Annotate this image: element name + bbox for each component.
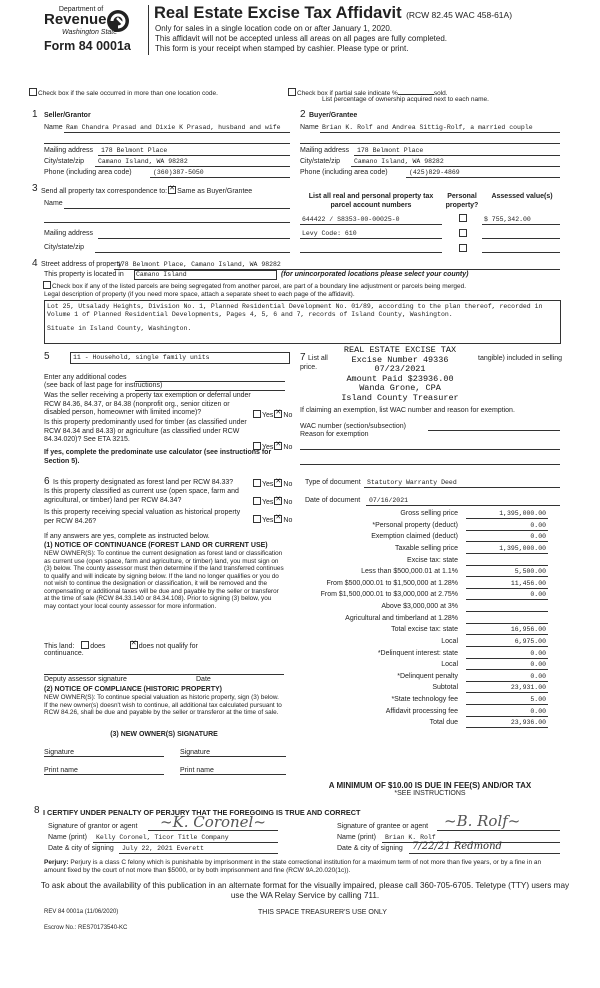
grantee-signature-scribble: ~B. Rolf~ (444, 812, 521, 830)
alternate-format-notice: To ask about the availability of this publication in an alternate format for the visually impaired, please call 360-705-6705. Teletype (TTY) users may use the WA Relay Service by calling 711. (40, 881, 570, 900)
calc-value[interactable]: 23,931.00 (510, 684, 546, 692)
s7-text-a: List all (308, 355, 328, 362)
calc-label: *State technology fee (391, 696, 458, 704)
calc-underline (466, 530, 548, 531)
revenue-logo-text: Revenue (44, 11, 107, 28)
timber-note: If yes, complete the predominate use calculator (see instructions for Section 5). (44, 449, 272, 465)
calc-label: Affidavit processing fee (385, 707, 458, 715)
calc-label: Total excise tax: state (391, 626, 458, 634)
calc-label: *Delinquent penalty (397, 672, 458, 680)
buyer-name-label: Name (300, 124, 319, 131)
calc-value[interactable]: 23,936.00 (510, 719, 546, 727)
seller-mail-label: Mailing address (44, 147, 94, 154)
corr-name-label: Name (44, 200, 63, 207)
land-qualify-row[interactable]: This land: does ✕ does not qualify for (44, 641, 198, 652)
calc-label: Subtotal (432, 684, 458, 692)
partial-sale-check[interactable]: Check box if partial sale indicate % sold. (287, 88, 448, 98)
segregation-check[interactable]: Check box if any of the listed parcels are being segregated from another parcel, are part of a boundary line adjustment or parcels being merged. (42, 281, 562, 291)
header-line-3: This form is your receipt when stamped by cashier. Please type or print. (155, 44, 409, 53)
codes-sub: (see back of last page for instructions) (44, 382, 163, 389)
section-3-number: 3 (32, 183, 38, 194)
checkbox[interactable] (29, 88, 37, 96)
calc-value[interactable]: 0.00 (530, 661, 546, 669)
calc-underline (466, 646, 548, 647)
see-instructions: *SEE INSTRUCTIONS (394, 790, 466, 797)
calc-label: Exemption claimed (deduct) (371, 533, 458, 541)
treasurer-stamp: REAL ESTATE EXCISE TAX Excise Number 49336 07/23/2021 Amount Paid $23936.00 Wanda Grone, CPA Island County Treasurer (330, 346, 470, 403)
calc-value[interactable]: 1,395,000.00 (499, 510, 546, 517)
doc-date[interactable]: 07/16/2021 (369, 497, 409, 504)
calc-label: *Delinquent interest: state (377, 649, 458, 657)
calc-underline (466, 716, 548, 717)
exempt-note: If claiming an exemption, list WAC number and reason for exemption. (300, 407, 515, 414)
assessor-sig-label: Deputy assessor signature (44, 676, 127, 683)
calc-underline (466, 692, 548, 693)
header-line-1: Only for sales in a single location code on or after January 1, 2020. (155, 24, 393, 33)
buyer-phone[interactable]: (425)829-4869 (409, 169, 460, 176)
calc-value[interactable]: 0.00 (530, 707, 546, 715)
corr-city-label: City/state/zip (44, 244, 85, 251)
rcw-ref: (RCW 82.45 WAC 458-61A) (406, 10, 513, 20)
grantee-date-label: Date & city of signing (337, 845, 403, 852)
sig2-label: Signature (180, 749, 210, 756)
calc-value[interactable]: 16,956.00 (510, 626, 546, 634)
doc-type-label: Type of document (305, 479, 361, 486)
header-line-2: This affidavit will not be accepted unless all areas on all pages are fully completed. (155, 34, 448, 43)
checkbox[interactable] (288, 88, 296, 96)
q-forest-answer[interactable]: Yes✕ No (252, 479, 292, 490)
state-label: Washington State (62, 29, 118, 36)
treasurer-use-only: THIS SPACE TREASURER'S USE ONLY (258, 909, 387, 916)
section-5-number: 5 (44, 351, 50, 362)
assessed-value-1[interactable]: $ 755,342.00 (484, 216, 531, 223)
section-2-number: 2 (300, 109, 306, 120)
calc-value[interactable]: 0.00 (530, 649, 546, 657)
located-label: This property is located in (44, 271, 124, 278)
seller-phone[interactable]: (360)387-5050 (153, 169, 204, 176)
header-divider (148, 5, 149, 55)
dept-label: Department of (58, 6, 104, 13)
calc-value[interactable]: 5,500.00 (514, 568, 546, 576)
calc-underline (466, 611, 548, 612)
calc-label: Taxable selling price (394, 544, 458, 552)
calc-value[interactable]: 0.00 (530, 672, 546, 680)
calc-value[interactable]: 0.00 (530, 533, 546, 541)
assessor-date-label: Date (196, 676, 211, 683)
calc-value[interactable]: 6,975.00 (514, 637, 546, 645)
print2-label: Print name (180, 767, 214, 774)
q-historic: Is this property receiving special valuation as historical property per RCW 84.26? (44, 509, 241, 525)
legal-text-2: Situate in Island County, Washington. (47, 325, 192, 332)
seller-name-label: Name (44, 124, 63, 131)
minimum-due: A MINIMUM OF $10.00 IS DUE IN FEE(S) AND/OR TAX (328, 781, 532, 790)
calc-underline (466, 704, 548, 705)
continuance-word: continuance. (44, 650, 84, 657)
land-use-select[interactable]: 11 - Household, single family units (70, 352, 290, 364)
codes-label: Enter any additional codes (44, 374, 127, 381)
multi-location-check[interactable]: Check box if the sale occurred in more than one location code. (28, 88, 218, 98)
q-historic-answer[interactable]: Yes✕ No (252, 515, 292, 526)
calc-underline (466, 541, 548, 542)
doc-type[interactable]: Statutory Warranty Deed (367, 479, 457, 486)
buyer-name[interactable]: Brian K. Rolf and Andrea Sittig-Rolf, a married couple (322, 124, 533, 131)
s7-text-b: tangible) included in selling (478, 355, 563, 362)
seller-mail[interactable]: 178 Belmont Place (101, 147, 168, 154)
calc-label: Local (441, 637, 458, 645)
calc-value[interactable]: 0.00 (530, 521, 546, 529)
same-as-buyer-checkbox[interactable] (168, 186, 176, 194)
q-current-use: Is this property classified as current use (open space, farm and agricultural, or timber) land per RCW 84.34? (44, 488, 239, 504)
print1-label: Print name (44, 767, 78, 774)
q-timber-answer[interactable]: Yes✕ No (252, 442, 292, 453)
calc-underline (466, 518, 548, 519)
form-title: Real Estate Excise Tax Affidavit (154, 4, 402, 22)
personal-checkbox-2[interactable] (459, 229, 467, 237)
grantee-name-label: Name (print) (337, 834, 376, 841)
compliance-heading: (2) NOTICE OF COMPLIANCE (HISTORIC PROPERTY) (44, 686, 222, 693)
grantor-name[interactable]: Kelly Coronel, Ticor Title Company (96, 834, 229, 841)
partial-sale-note: List percentage of ownership acquired next to each name. (322, 96, 489, 103)
calc-underline (466, 599, 548, 600)
certify-heading: I CERTIFY UNDER PENALTY OF PERJURY THAT THE FOREGOING IS TRUE AND CORRECT (43, 808, 361, 817)
checkbox[interactable] (43, 281, 51, 289)
parcel-col-header: List all real and personal property tax parcel account numbers (308, 193, 434, 209)
section-1-number: 1 (32, 109, 38, 120)
calc-label: From $500,000.01 to $1,500,000 at 1.28% (326, 579, 458, 587)
location-select[interactable]: Camano Island (134, 270, 277, 280)
form-revision: REV 84 0001a (11/06/2020) (44, 909, 119, 915)
reason-label: Reason for exemption (300, 431, 369, 438)
calc-value[interactable]: 11,456.00 (510, 579, 546, 587)
continuance-body: NEW OWNER(S): To continue the current designation as forest land or classification as current use (open space, farm and agriculture, or timber) land, you must sign on (3) below. The county assessor must then determine if the land transferred continues to qualify and will indicate by signing below. If the land no longer qualifies or you do not wish to continue the designation or classification, it will be removed and the compensating or additional taxes will be due and payable by the seller or transferor at the time of sale (RCW 84.33.140 or 84.34.108). Prior to signing (3) below, you may contact your local county assessor for more information. (44, 550, 284, 610)
calc-underline (466, 576, 548, 577)
seller-name[interactable]: Ram Chandra Prasad and Dixie K Prasad, husband and wife (66, 124, 281, 131)
calc-underline (466, 588, 548, 589)
calc-underline (466, 565, 548, 566)
personal-checkbox-1[interactable] (459, 214, 467, 222)
s6-note: If any answers are yes, complete as instructed below. (44, 533, 210, 540)
grantee-date[interactable]: 7/22/21 Redmond (412, 841, 502, 852)
calc-underline (466, 727, 548, 728)
calc-underline (466, 658, 548, 659)
q-timber: Is this property predominantly used for timber (as classified under RCW 84.34 and 84.33) or agriculture (as classified under RCW 84.34.020)? See ETA 3215. (44, 419, 247, 443)
buyer-city[interactable]: Camano Island, WA 98282 (354, 158, 444, 165)
calc-label: Excise tax: state (407, 556, 458, 564)
buyer-mail-label: Mailing address (300, 147, 350, 154)
corr-mail-label: Mailing address (44, 230, 94, 237)
seller-heading: Seller/Grantor (44, 112, 91, 119)
q-exemption: Was the seller receiving a property tax exemption or deferral under RCW 84.36, 84.37, or 84.38 (nonprofit org., senior citizen or disabled person, homeowner with limited income)? (44, 392, 251, 416)
street-value[interactable]: 178 Belmont Place, Camano Island, WA 98282 (117, 261, 281, 268)
section-7-number: 7 (300, 352, 306, 363)
s7-text-c: price. (300, 364, 318, 371)
calc-value[interactable]: 0.00 (530, 591, 546, 599)
buyer-heading: Buyer/Grantee (309, 112, 358, 119)
calc-underline (466, 623, 548, 624)
seller-phone-label: Phone (including area code) (44, 169, 132, 176)
calc-underline (466, 553, 548, 554)
grantor-name-label: Name (print) (48, 834, 87, 841)
grantee-name[interactable]: Brian K. Rolf (385, 834, 436, 841)
seller-city-label: City/state/zip (44, 158, 85, 165)
parcel-row-2[interactable]: Levy Code: 610 (302, 230, 357, 237)
correspondence-row: Send all property tax correspondence to:✕ Same as Buyer/Grantee (41, 186, 252, 197)
q-exemption-answer[interactable]: Yes✕ No (252, 410, 292, 421)
wac-label: WAC number (section/subsection) (300, 423, 406, 430)
q-current-use-answer[interactable]: Yes✕ No (252, 497, 292, 508)
escrow-number: Escrow No.: RES70173540-KC (44, 925, 128, 931)
calc-value[interactable]: 5.00 (530, 696, 546, 704)
grantor-signature-scribble: ~K. Coronel~ (160, 813, 266, 831)
grantor-date[interactable]: July 22, 2021 Everett (122, 845, 204, 852)
legal-label: Legal description of property (if you need more space, attach a separate sheet to each page of the affidavit). (44, 291, 355, 298)
q-forest: Is this property designated as forest land per RCW 84.33? (53, 479, 234, 486)
calc-label: Above $3,000,000 at 3% (381, 603, 458, 611)
calc-label: *Personal property (deduct) (372, 521, 458, 529)
calc-value[interactable]: 1,395,000.00 (499, 544, 546, 552)
doc-date-label: Date of document (305, 497, 361, 504)
legal-description-box[interactable] (44, 300, 561, 344)
located-note: (for unincorporated locations please select your county) (281, 271, 469, 278)
sig1-label: Signature (44, 749, 74, 756)
perjury-notice: Perjury: Perjury is a class C felony which is punishable by imprisonment in the state correctional institution for a maximum term of not more than five years, or by a fine in an amount fixed by the court of not more than $5000, or by both imprisonment and fine (RCW 9A.20.020(1c)). (44, 859, 542, 874)
grantor-date-label: Date & city of signing (48, 845, 114, 852)
calc-label: Agricultural and timberland at 1.28% (345, 614, 458, 622)
buyer-phone-label: Phone (including area code) (300, 169, 388, 176)
grantee-sig-label: Signature of grantee or agent (337, 823, 429, 830)
calc-label: Gross selling price (400, 510, 458, 517)
calc-underline (466, 681, 548, 682)
section-6-number: 6 (44, 476, 50, 487)
street-label: Street address of property (41, 261, 122, 268)
new-owner-heading: (3) NEW OWNER(S) SIGNATURE (110, 731, 218, 738)
form-title-row (154, 4, 512, 23)
grantor-sig-label: Signature of grantor or agent (48, 823, 138, 830)
section-4-number: 4 (32, 258, 38, 269)
parcel-row-1[interactable]: 644422 / S8353-00-00025-0 (302, 216, 400, 223)
calc-label: Local (441, 661, 458, 669)
compliance-body: NEW OWNER(S): To continue special valuation as historic property, sign (3) below. If the new owner(s) doesn't wish to continue, all additional tax calculated pursuant to RCW 84.26, shall be due and payable by the seller or transferor at the time of sale. (44, 694, 282, 716)
personal-col-header: Personal property? (445, 193, 479, 209)
legal-text-1: Lot 25, Utsalady Heights, Division No. 1, Planned Residential Development No. 01/89, according to the plan thereof, recorded in Volume 1 of Planned Residential Developments, Pages 4, 5, 6 and 7, records of Island County, Washington. (47, 303, 543, 318)
calc-label: Total due (429, 719, 458, 727)
calc-label: From $1,500,000.01 to $3,000,000 at 2.75% (320, 591, 458, 599)
continuance-heading: (1) NOTICE OF CONTINUANCE (FOREST LAND OR CURRENT USE) (44, 542, 268, 549)
form-number: Form 84 0001a (44, 39, 131, 53)
calc-underline (466, 634, 548, 635)
buyer-mail[interactable]: 178 Belmont Place (357, 147, 424, 154)
assessed-col-header: Assessed value(s) (491, 193, 553, 200)
section-8-number: 8 (34, 805, 40, 816)
calc-label: Less than $500,000.01 at 1.1% (361, 568, 458, 576)
buyer-city-label: City/state/zip (300, 158, 341, 165)
personal-checkbox-3[interactable] (459, 244, 467, 252)
calc-underline (466, 669, 548, 670)
seller-city[interactable]: Camano Island, WA 98282 (98, 158, 188, 165)
